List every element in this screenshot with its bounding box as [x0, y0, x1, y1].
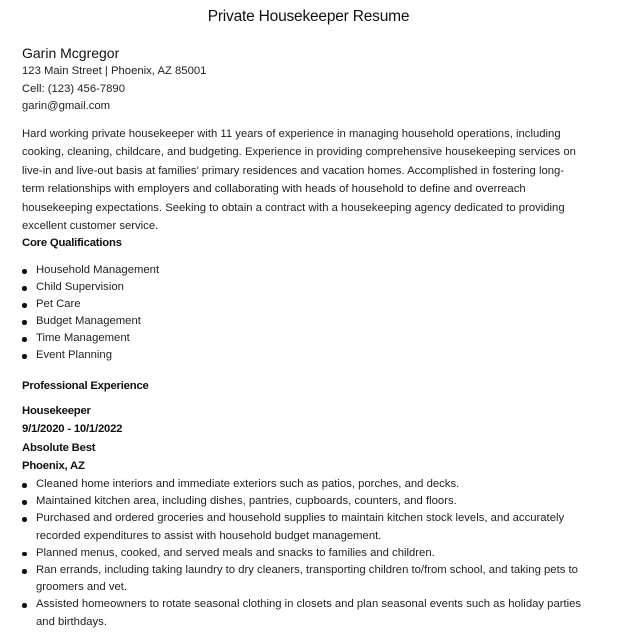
- duty-item: Planned menus, cooked, and served meals and snacks to families and children.: [22, 545, 597, 562]
- qualification-item: Household Management: [22, 262, 159, 279]
- duty-item: Ran errands, including taking laundry to dry cleaners, transporting children to/from school, and taking pets to groomers and vet.: [22, 562, 597, 596]
- summary-paragraph: Hard working private housekeeper with 11 years of experience in managing household operations, including cooking, cleaning, childcare, and budgeting. Experience in providing comprehensive housekeeping services on live-in and live-out basis at families’ primary residences and vacation homes. Accomplished in fostering long-term relationships with employers and collaborating with heads of household to define and overreach housekeeping expectations. Seeking to obtain a contract with a housekeeping agency dedicated to providing excellent customer service.: [22, 128, 576, 233]
- core-qualifications-list: [22, 262, 159, 364]
- qualification-item: Child Supervision: [22, 279, 159, 296]
- professional-experience-heading: Professional Experience: [22, 380, 149, 392]
- duty-item: Purchased and ordered groceries and household supplies to maintain kitchen stock levels, and accurately recorded expenditures to assist with household budget management.: [22, 510, 597, 544]
- address: 123 Main Street | Phoenix, AZ 85001: [22, 65, 207, 77]
- contact-block: [22, 44, 206, 116]
- core-qualifications-heading: Core Qualifications: [22, 237, 122, 249]
- qualification-item: Time Management: [22, 330, 159, 347]
- qualification-item: Budget Management: [22, 313, 159, 330]
- duty-item: Cleaned home interiors and immediate exteriors such as patios, porches, and decks.: [22, 476, 597, 493]
- job-duties-list: [22, 476, 597, 631]
- duty-item: Assisted homeowners to rotate seasonal clothing in closets and plan seasonal events such as holiday parties and birthdays.: [22, 596, 597, 630]
- job-dates: 9/1/2020 - 10/1/2022: [22, 423, 123, 436]
- job-header: [22, 402, 122, 475]
- job-employer: Absolute Best: [22, 441, 96, 454]
- document-title: Private Housekeeper Resume: [207, 8, 410, 25]
- email: garin@gmail.com: [22, 100, 111, 112]
- job-location: Phoenix, AZ: [22, 459, 85, 472]
- qualification-item: Event Planning: [22, 347, 159, 364]
- applicant-name: Garin Mcgregor: [22, 45, 120, 61]
- duty-item: Maintained kitchen area, including dishes, pantries, cupboards, counters, and floors.: [22, 493, 597, 510]
- qualification-item: Pet Care: [22, 296, 159, 313]
- job-title: Housekeeper: [22, 405, 91, 417]
- phone: Cell: (123) 456-7890: [22, 82, 125, 95]
